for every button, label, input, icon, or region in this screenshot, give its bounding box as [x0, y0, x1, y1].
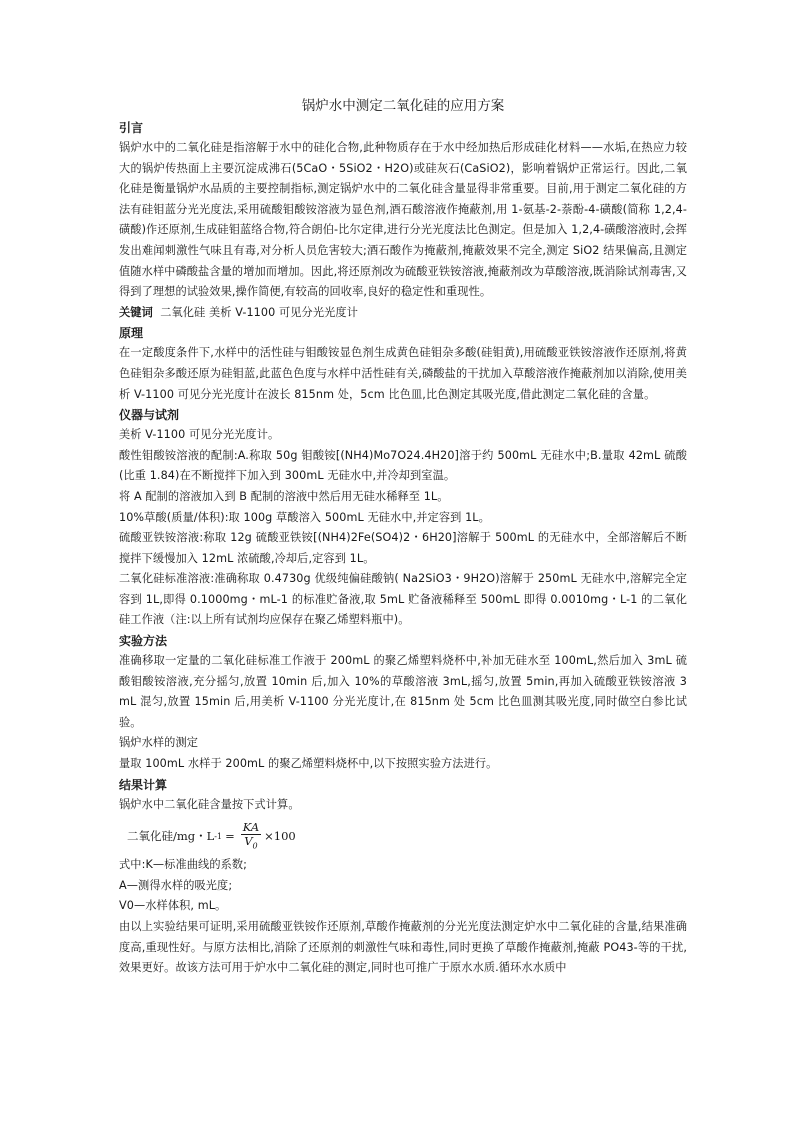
- formula-definition: 式中:K—标准曲线的系数;: [119, 858, 248, 872]
- method-heading: 实验方法: [119, 634, 168, 649]
- formula-equals: =: [225, 829, 235, 844]
- instrument-item: 将 A 配制的溶液加入到 B 配制的溶液中然后用无硅水稀释至 1L。: [119, 489, 449, 503]
- method-sub-paragraph: 量取 100mL 水样于 200mL 的聚乙烯塑料烧杯中,以下按照实验方法进行。: [119, 757, 498, 771]
- instrument-item: 美析 V-1100 可见分光光度计。: [119, 428, 280, 442]
- principle-paragraph: 在一定酸度条件下,水样中的活性硅与钼酸铵显色剂生成黄色硅钼杂多酸(硅钼黄),用硫酸亚铁铵溶液作还原剂,将黄色硅钼杂多酸还原为硅钼蓝,此蓝色色度与水样中活性硅有关,磷酸盐的干扰加入草酸溶液作掩蔽剂加以消除,使用美析 V-1100 可见分光光度计在波长 815nm 处，5cm 比色皿,比色测定其吸光度,借此测定二氧化硅的含量。: [119, 346, 687, 401]
- method-paragraph: 准确移取一定量的二氧化硅标准工作液于 200mL 的聚乙烯塑料烧杯中,补加无硅水至 100mL,然后加入 3mL 硫酸钼酸铵溶液,充分摇匀,放置 10min 后,加入 10%的草酸溶液 3mL,摇匀,放置 5min,再加入硫酸亚铁铵溶液 3 mL 混匀,放置 15min 后,用美析 V-1100 分光光度计,在 815nm 处 5cm 比色皿测其吸光度,同时做空白参比试验。: [119, 654, 687, 729]
- formula-fraction: [241, 821, 261, 852]
- document-page: [119, 96, 687, 979]
- formula-lhs-sup: -1: [214, 831, 223, 841]
- formula-numerator: KA: [242, 819, 260, 834]
- formula-rhs: ×100: [264, 829, 296, 844]
- instrument-item: 二氧化硅标准溶液:准确称取 0.4730g 优级纯偏硅酸钠( Na2SiO3・9H2O)溶解于 250mL 无硅水中,溶解完全定容到 1L,即得 0.1000mg・mL-1 的标准贮备液,取 5mL 贮备液稀释至 500mL 即得 0.0010mg・L-1 的二氧化硅工作液（注:以上所有试剂均应保存在聚乙烯塑料瓶中)。: [119, 572, 687, 627]
- document-title: 锅炉水中测定二氧化硅的应用方案: [301, 98, 505, 114]
- method-sub-heading: 锅炉水样的测定: [119, 736, 199, 750]
- intro-heading: 引言: [119, 121, 144, 135]
- keywords-label: 关键词: [119, 305, 153, 319]
- results-intro: 锅炉水中二氧化硅含量按下式计算。: [119, 797, 300, 811]
- principle-heading: 原理: [119, 326, 144, 341]
- instrument-item: 酸性钼酸铵溶液的配制:A.称取 50g 钼酸铵[(NH4)Mo7O24.4H20]溶于约 500mL 无硅水中;B.量取 42mL 硫酸(比重 1.84)在不断搅拌下加入到 300mL 无硅水中,并冷却到室温。: [119, 448, 687, 483]
- instrument-item: 10%草酸(质量/体积):取 100g 草酸溶入 500mL 无硅水中,并定容到 1L。: [119, 510, 490, 524]
- conclusion-paragraph: 由以上实验结果可证明,采用硫酸亚铁铵作还原剂,草酸作掩蔽剂的分光光度法测定炉水中二氧化硅的含量,结果准确度高,重现性好。与原方法相比,消除了还原剂的刺激性气味和毒性,同时更换了草酸作掩蔽剂,掩蔽 PO43-等的干扰,效果更好。故该方法可用于炉水中二氧化硅的测定,同时也可推广于原水水质.循环水水质中: [119, 920, 687, 975]
- formula-lhs: 二氧化硅/mg・L: [127, 829, 215, 844]
- keywords-line: [119, 303, 687, 324]
- results-heading: 结果计算: [119, 777, 168, 792]
- silica-formula: [127, 821, 687, 851]
- instrument-item: 硫酸亚铁铵溶液:称取 12g 硫酸亚铁铵[(NH4)2Fe(SO4)2・6H20]溶解于 500mL 的无硅水中，全部溶解后不断搅拌下缓慢加入 12mL 浓硫酸,冷却后,定容到 1L。: [119, 531, 687, 565]
- keywords-text: 二氧化硅 美析 V-1100 可见分光光度计: [160, 305, 358, 319]
- intro-paragraph: 锅炉水中的二氧化硅是指溶解于水中的硅化合物,此种物质存在于水中经加热后形成硅化材料——水垢,在热应力较大的锅炉传热面上主要沉淀成沸石(5CaO・5SiO2・H2O)或硅灰石(CaSiO2)，影响着锅炉正常运行。因此,二氧化硅是衡量锅炉水品质的主要控制指标,测定锅炉水中的二氧化硅含量显得非常重要。目前,用于测定二氧化硅的方法有硅钼蓝分光光度法,采用硫酸钼酸铵溶液为显色剂,酒石酸溶液作掩蔽剂,用 1-氨基-2-萘酚-4-磺酸(简称 1,2,4-磺酸)作还原剂,生成硅钼蓝络合物,符合朗伯-比尔定律,进行分光光度法比色测定。但是加入 1,2,4-磺酸溶液时,会挥发出难闻刺激性气味且有毒,对分析人员危害较大;酒石酸作为掩蔽剂,掩蔽效果不完全,测定 SiO2 结果偏高,且测定值随水样中磷酸盐含量的增加而增加。因此,将还原剂改为硫酸亚铁铵溶液,掩蔽剂改为草酸溶液,既消除试剂毒害,又得到了理想的试验效果,操作简便,有较高的回收率,良好的稳定性和重现性。: [119, 141, 687, 299]
- formula-definition: A—测得水样的吸光度;: [119, 878, 233, 892]
- instruments-heading: 仪器与试剂: [119, 408, 180, 423]
- formula-denominator: $V_0$: [244, 833, 258, 850]
- formula-definition: V0—水样体积, mL。: [119, 899, 227, 913]
